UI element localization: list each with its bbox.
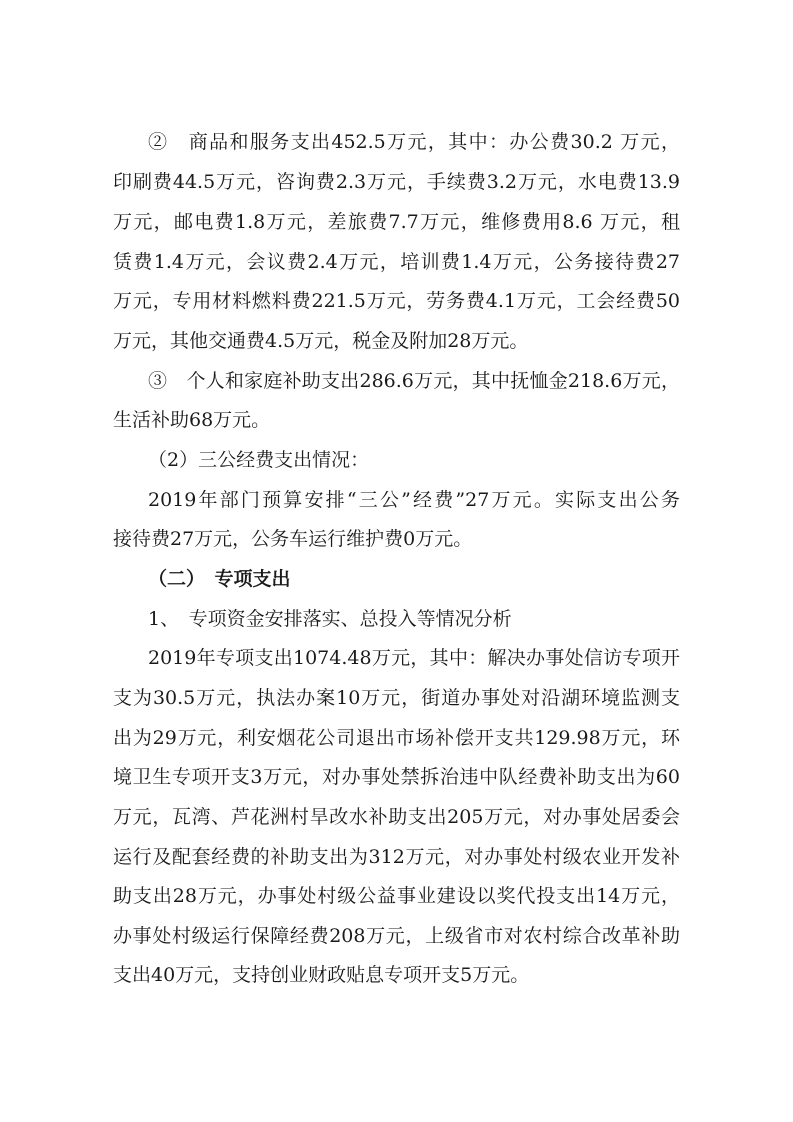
text-line: 支出40万元，支持创业财政贴息专项开支5万元。 bbox=[113, 964, 530, 986]
text-line: 办事处村级运行保障经费208万元，上级省市对农村综合改革补助 bbox=[113, 925, 680, 947]
text-line: 支为30.5万元，执法办案10万元，街道办事处对沿湖环境监测支 bbox=[113, 687, 680, 709]
text-line: 境卫生专项开支3万元，对办事处禁拆治违中队经费补助支出为60 bbox=[113, 766, 680, 788]
subsection-heading: （2）三公经费支出情况： bbox=[148, 449, 370, 471]
text-line: 2019年专项支出1074.48万元，其中：解决办事处信访专项开 bbox=[148, 647, 680, 669]
text-line: 赁费1.4万元，会议费2.4万元，培训费1.4万元，公务接待费27 bbox=[113, 251, 680, 273]
text-line: 万元，专用材料燃料费221.5万元，劳务费4.1万元，工会经费50 bbox=[113, 290, 680, 312]
text-line: 万元，邮电费1.8万元，差旅费7.7万元，维修费用8.6 万元，租 bbox=[113, 211, 680, 233]
text-line: 印刷费44.5万元，咨询费2.3万元，手续费3.2万元，水电费13.9 bbox=[113, 171, 680, 193]
subsection-heading: 1、 专项资金安排落实、总投入等情况分析 bbox=[148, 608, 512, 630]
text-line: ② 商品和服务支出452.5万元，其中：办公费30.2 万元， bbox=[148, 131, 680, 153]
text-line: 万元，瓦湾、芦花洲村旱改水补助支出205万元，对办事处居委会 bbox=[113, 806, 680, 828]
text-line: 运行及配套经费的补助支出为312万元，对办事处村级农业开发补 bbox=[113, 846, 680, 868]
text-line: 助支出28万元，办事处村级公益事业建设以奖代投支出14万元， bbox=[113, 885, 680, 907]
text-line: 2019年部门预算安排“三公”经费”27万元。实际支出公务 bbox=[148, 489, 680, 511]
text-line: 生活补助68万元。 bbox=[113, 409, 271, 431]
text-line: 出为29万元，利安烟花公司退出市场补偿开支共129.98万元，环 bbox=[113, 727, 680, 749]
section-heading: （二） 专项支出 bbox=[148, 568, 291, 590]
text-line: 万元，其他交通费4.5万元，税金及附加28万元。 bbox=[113, 330, 529, 352]
text-line: ③ 个人和家庭补助支出286.6万元，其中抚恤金218.6万元， bbox=[148, 370, 680, 392]
text-line: 接待费27万元，公务车运行维护费0万元。 bbox=[113, 528, 473, 550]
